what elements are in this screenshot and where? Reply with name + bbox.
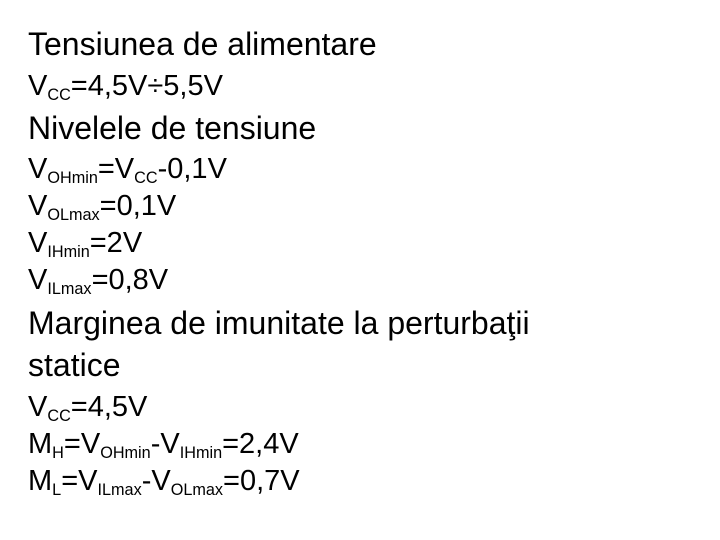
vil-value: =0,8V (91, 264, 169, 296)
minus-v: -V (150, 428, 180, 460)
mh-value: =2,4V (222, 428, 299, 460)
heading-voltage-levels: Nivelele de tensiune (28, 110, 317, 146)
symbol-v: V (28, 264, 48, 296)
subscript-cc: CC (47, 407, 71, 426)
subscript-olmax: OLmax (170, 481, 224, 500)
vcc-range-line (28, 70, 223, 105)
symbol-v: V (28, 70, 48, 102)
subscript-l: L (52, 481, 62, 500)
subscript-cc: CC (134, 169, 158, 188)
vih-value: =2V (89, 227, 143, 259)
voh-line (28, 153, 227, 188)
heading-supply-voltage: Tensiunea de alimentare (28, 26, 377, 62)
subscript-ohmin: OHmin (100, 444, 151, 463)
symbol-v: V (28, 391, 48, 423)
equals-v: =V (97, 153, 135, 185)
subscript-olmax: OLmax (47, 206, 100, 225)
vcc-nominal-value: =4,5V (70, 391, 148, 423)
ml-line (28, 465, 300, 500)
vcc-range-value: =4,5V÷5,5V (70, 70, 223, 102)
mh-line (28, 428, 299, 463)
equals-v: =V (61, 465, 98, 497)
subscript-ohmin: OHmin (47, 169, 98, 188)
subscript-ilmax: ILmax (97, 481, 142, 500)
symbol-m: M (28, 465, 53, 497)
vol-line (28, 190, 177, 225)
symbol-v: V (28, 190, 48, 222)
voh-value: -0,1V (157, 153, 227, 185)
subscript-cc: CC (47, 86, 71, 105)
vol-value: =0,1V (99, 190, 177, 222)
minus-v: -V (141, 465, 171, 497)
vih-line (28, 227, 143, 262)
subscript-ihmin: IHmin (179, 444, 223, 463)
heading-noise-margin-line1: Marginea de imunitate la perturbaţii (28, 305, 530, 341)
symbol-v: V (28, 227, 48, 259)
equals-v: =V (63, 428, 101, 460)
symbol-v: V (28, 153, 48, 185)
subscript-ilmax: ILmax (47, 280, 92, 299)
heading-noise-margin-line2: statice (28, 347, 121, 383)
vil-line (28, 264, 169, 299)
ml-value: =0,7V (223, 465, 300, 497)
subscript-h: H (52, 444, 64, 463)
symbol-m: M (28, 428, 53, 460)
subscript-ihmin: IHmin (47, 243, 90, 262)
vcc-nominal-line (28, 391, 148, 426)
